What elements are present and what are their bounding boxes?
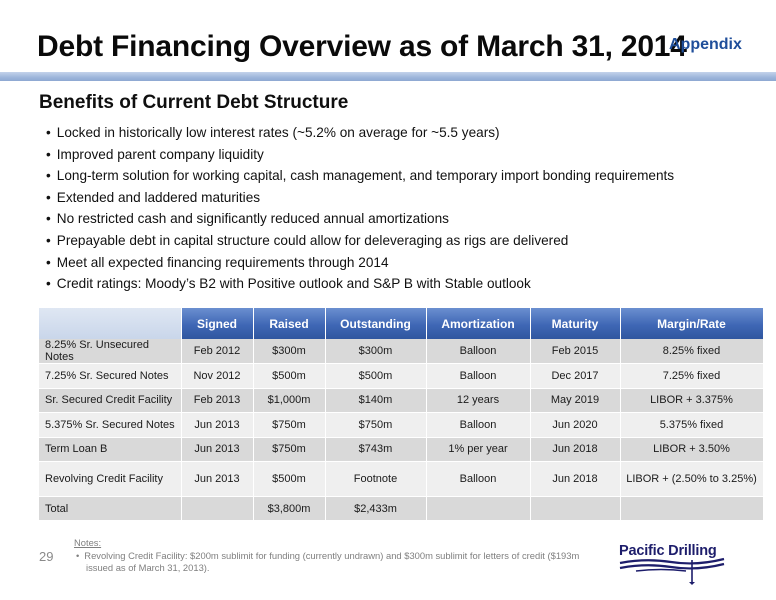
raised-cell: $750m bbox=[253, 437, 325, 462]
raised-cell: $750m bbox=[253, 413, 325, 438]
maturity-cell: Jun 2020 bbox=[530, 413, 620, 438]
margin-rate-cell: 7.25% fixed bbox=[620, 364, 763, 389]
column-header-signed: Signed bbox=[181, 308, 253, 339]
table-row bbox=[39, 462, 763, 497]
total-maturity-cell bbox=[530, 497, 620, 521]
logo-wordmark: Pacific Drilling bbox=[619, 543, 717, 559]
amortization-cell: Balloon bbox=[426, 364, 530, 389]
benefits-list bbox=[46, 122, 746, 295]
outstanding-cell: $500m bbox=[325, 364, 426, 389]
signed-cell: Nov 2012 bbox=[181, 364, 253, 389]
instrument-name: 8.25% Sr. Unsecured Notes bbox=[39, 339, 181, 364]
footnote-item: • Revolving Credit Facility: $200m sublimit for funding (currently undrawn) and $300m sublimit for letters of credit ($193m issued as of March 31, 2013). bbox=[74, 550, 594, 575]
pacific-drilling-logo bbox=[616, 538, 728, 586]
total-margin-rate-cell bbox=[620, 497, 763, 521]
signed-cell: Jun 2013 bbox=[181, 437, 253, 462]
signed-cell: Jun 2013 bbox=[181, 462, 253, 497]
notes-label: Notes: bbox=[74, 537, 102, 548]
amortization-cell: Balloon bbox=[426, 339, 530, 364]
table-row bbox=[39, 413, 763, 438]
raised-cell: $1,000m bbox=[253, 388, 325, 413]
signed-cell: Feb 2012 bbox=[181, 339, 253, 364]
benefit-item: • Meet all expected financing requirements through 2014 bbox=[46, 252, 746, 274]
column-header-margin-rate: Margin/Rate bbox=[620, 308, 763, 339]
total-raised-cell: $3,800m bbox=[253, 497, 325, 521]
table-header-row bbox=[39, 308, 763, 339]
outstanding-cell: $743m bbox=[325, 437, 426, 462]
margin-rate-text: LIBOR + (2.50% to 3.25%) bbox=[626, 473, 757, 485]
outstanding-cell: $140m bbox=[325, 388, 426, 413]
maturity-cell: Jun 2018 bbox=[530, 437, 620, 462]
column-header-amortization: Amortization bbox=[426, 308, 530, 339]
title-underline-bar bbox=[0, 72, 776, 81]
benefit-item: • Credit ratings: Moody’s B2 with Positive outlook and S&P B with Stable outlook bbox=[46, 273, 746, 295]
outstanding-cell: $300m bbox=[325, 339, 426, 364]
outstanding-cell: Footnote bbox=[325, 462, 426, 497]
benefit-item: • No restricted cash and significantly reduced annual amortizations bbox=[46, 208, 746, 230]
raised-cell: $300m bbox=[253, 339, 325, 364]
footnotes bbox=[74, 537, 594, 575]
amortization-cell: Balloon bbox=[426, 462, 530, 497]
column-header-blank bbox=[39, 308, 181, 339]
section-tag: Appendix bbox=[669, 36, 742, 53]
total-signed-cell bbox=[181, 497, 253, 521]
instrument-name: Term Loan B bbox=[39, 437, 181, 462]
column-header-raised: Raised bbox=[253, 308, 325, 339]
table-row bbox=[39, 364, 763, 389]
table-row bbox=[39, 437, 763, 462]
margin-rate-cell bbox=[620, 462, 763, 497]
margin-rate-cell: LIBOR + 3.50% bbox=[620, 437, 763, 462]
margin-rate-cell: 8.25% fixed bbox=[620, 339, 763, 364]
benefits-heading: Benefits of Current Debt Structure bbox=[39, 92, 349, 113]
page-number: 29 bbox=[39, 549, 54, 564]
maturity-cell: Jun 2018 bbox=[530, 462, 620, 497]
benefit-item: • Extended and laddered maturities bbox=[46, 187, 746, 209]
table-row bbox=[39, 339, 763, 364]
instrument-name: 7.25% Sr. Secured Notes bbox=[39, 364, 181, 389]
maturity-cell: Dec 2017 bbox=[530, 364, 620, 389]
raised-cell: $500m bbox=[253, 462, 325, 497]
logo-waves-icon bbox=[616, 538, 728, 586]
margin-rate-cell: 5.375% fixed bbox=[620, 413, 763, 438]
instrument-name: 5.375% Sr. Secured Notes bbox=[39, 413, 181, 438]
table-row bbox=[39, 388, 763, 413]
total-outstanding-cell: $2,433m bbox=[325, 497, 426, 521]
raised-cell: $500m bbox=[253, 364, 325, 389]
maturity-cell: May 2019 bbox=[530, 388, 620, 413]
benefit-item: • Improved parent company liquidity bbox=[46, 144, 746, 166]
total-row bbox=[39, 497, 763, 521]
signed-cell: Jun 2013 bbox=[181, 413, 253, 438]
instrument-name: Sr. Secured Credit Facility bbox=[39, 388, 181, 413]
outstanding-cell: $750m bbox=[325, 413, 426, 438]
benefit-item: • Prepayable debt in capital structure could allow for deleveraging as rigs are delivered bbox=[46, 230, 746, 252]
total-label: Total bbox=[39, 497, 181, 521]
benefit-item: • Locked in historically low interest rates (~5.2% on average for ~5.5 years) bbox=[46, 122, 746, 144]
debt-table bbox=[39, 308, 764, 521]
margin-rate-cell: LIBOR + 3.375% bbox=[620, 388, 763, 413]
signed-cell: Feb 2013 bbox=[181, 388, 253, 413]
amortization-cell: Balloon bbox=[426, 413, 530, 438]
slide-title: Debt Financing Overview as of March 31, 2014 bbox=[37, 30, 687, 63]
instrument-name: Revolving Credit Facility bbox=[39, 462, 181, 497]
column-header-maturity: Maturity bbox=[530, 308, 620, 339]
column-header-outstanding: Outstanding bbox=[325, 308, 426, 339]
amortization-cell: 1% per year bbox=[426, 437, 530, 462]
total-amortization-cell bbox=[426, 497, 530, 521]
benefit-item: • Long-term solution for working capital, cash management, and temporary import bonding requirements bbox=[46, 165, 746, 187]
amortization-cell: 12 years bbox=[426, 388, 530, 413]
maturity-cell: Feb 2015 bbox=[530, 339, 620, 364]
